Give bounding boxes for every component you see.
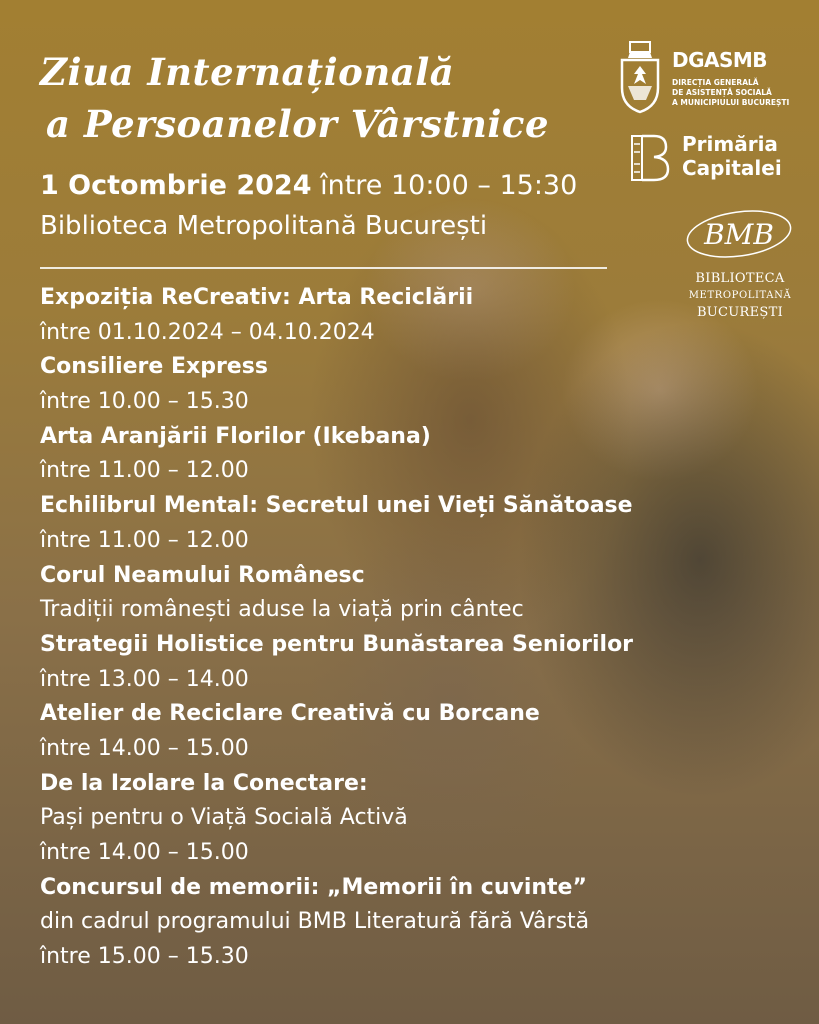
dgasmb-name: DGASMB <box>672 48 768 72</box>
event-title: Consiliere Express <box>40 354 268 380</box>
title-line-1: Ziua Internațională <box>40 50 455 94</box>
bmb-name <box>680 270 800 321</box>
event-detail: între 13.00 – 14.00 <box>40 666 249 692</box>
primaria-b-icon <box>630 134 670 182</box>
dgasmb-subtitle <box>672 78 802 108</box>
page-title <box>40 46 549 150</box>
capitalei-line: Capitalei <box>682 156 782 180</box>
time-text: între 10:00 – 15:30 <box>311 170 578 201</box>
event-title: Strategii Holistice pentru Bunăstarea Seniorilor <box>40 631 634 657</box>
event-detail: din cadrul programului BMB Literatură fără Vârstă <box>40 909 590 935</box>
event-detail: între 01.10.2024 – 04.10.2024 <box>40 319 375 345</box>
primaria-capitalei-name <box>682 132 782 180</box>
dgasmb-sub-line: A MUNICIPIULUI BUCUREȘTI <box>672 98 790 107</box>
event-detail: între 14.00 – 15.00 <box>40 840 249 865</box>
bmb-line: BIBLIOTECA <box>695 271 785 286</box>
event-title: Expoziția ReCreativ: Arta Reciclării <box>40 285 474 310</box>
title-line-2: a Persoanelor Vârstnice <box>46 102 549 146</box>
event-title: Corul Neamului Românesc <box>40 562 365 588</box>
event-list <box>40 281 800 975</box>
primaria-line: Primăria <box>682 132 778 156</box>
event-title: De la Izolare la Conectare: <box>40 770 368 796</box>
bmb-monogram-icon <box>684 204 794 264</box>
coat-of-arms-icon <box>616 40 664 114</box>
event-detail: între 15.00 – 15.30 <box>40 944 249 970</box>
event-detail: Pași pentru o Viață Socială Activă <box>40 805 408 831</box>
bmb-monogram-text: BMB <box>704 218 774 251</box>
venue-text: Biblioteca Metropolitană București <box>40 211 488 241</box>
event-title: Arta Aranjării Florilor (Ikebana) <box>40 423 431 449</box>
primaria-capitalei-logo <box>630 132 800 186</box>
date-text: 1 Octombrie 2024 <box>40 170 312 201</box>
event-title: Atelier de Reciclare Creativă cu Borcane <box>40 701 540 727</box>
event-detail: între 14.00 – 15.00 <box>40 735 249 761</box>
event-detail: Tradiții românești aduse la viață prin cântec <box>40 597 524 623</box>
event-title: Concursul de memorii: „Memorii în cuvinte” <box>40 874 587 900</box>
dgasmb-logo <box>616 38 796 118</box>
event-title: Echilibrul Mental: Secretul unei Vieți Sănătoase <box>40 493 633 519</box>
dgasmb-sub-line: DE ASISTENȚĂ SOCIALĂ <box>672 88 772 97</box>
event-detail: între 11.00 – 12.00 <box>40 458 249 484</box>
bmb-line: METROPOLITANĂ <box>688 290 792 301</box>
event-detail: între 10.00 – 15.30 <box>40 389 249 415</box>
event-detail: între 11.00 – 12.00 <box>40 527 249 553</box>
bmb-line: BUCUREȘTI <box>696 305 784 320</box>
divider <box>40 267 607 269</box>
bmb-logo <box>680 204 800 324</box>
dgasmb-sub-line: DIRECȚIA GENERALĂ <box>672 78 759 87</box>
event-date <box>40 168 577 204</box>
